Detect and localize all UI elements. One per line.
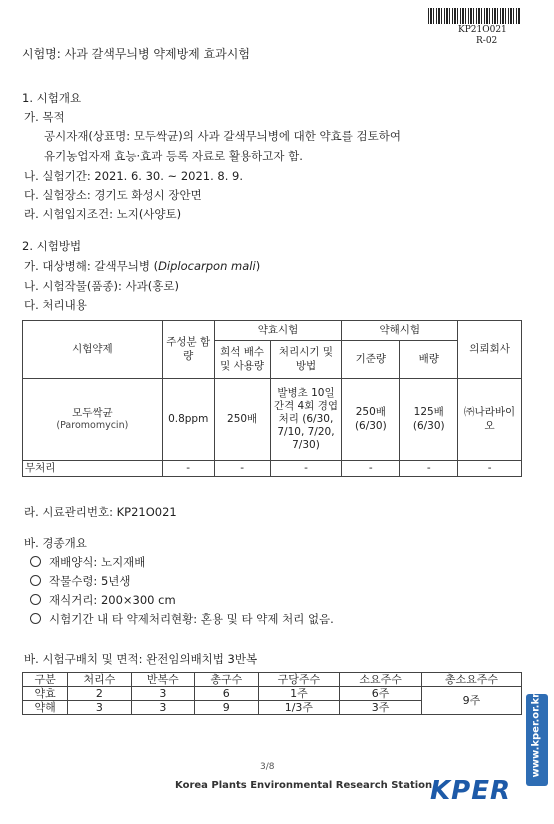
th-timing: 처리시기 및 방법 [270, 341, 342, 379]
th-dilution: 희석 배수 및 사용량 [214, 341, 270, 379]
bullet-circle-icon [30, 556, 41, 567]
cell: 약효 [23, 687, 68, 701]
bullet-circle-icon [30, 613, 41, 624]
kper-logo: KPER [430, 776, 511, 806]
th-per-plot: 구당주수 [258, 673, 340, 687]
barcode [428, 8, 520, 24]
cell-dash: - [342, 461, 400, 477]
cell: 6주 [340, 687, 422, 701]
bullet-circle-icon [30, 594, 41, 605]
treatment-table [22, 320, 522, 477]
cultivation-item: 시험기간 내 타 약제처리현황: 혼용 및 타 약제 처리 없음. [30, 611, 334, 627]
cell-main: 0.8ppm [162, 379, 214, 461]
cell: 3 [131, 687, 194, 701]
cell-dash: - [400, 461, 458, 477]
purpose-line1: 공시자재(상표명: 모두싹균)의 사과 갈색무늬병에 대한 약효를 검토하여 [44, 129, 401, 143]
layout-table [22, 672, 522, 715]
cell: 3 [68, 701, 131, 715]
th-plots: 총구수 [195, 673, 258, 687]
cell-dash: - [214, 461, 270, 477]
section2-heading: 2. 시험방법 [22, 239, 82, 253]
bullet-circle-icon [30, 575, 41, 586]
cell-dash: - [162, 461, 214, 477]
th-rep: 반복수 [131, 673, 194, 687]
cultivation-item: 재식거리: 200×300 cm [30, 592, 176, 608]
cell-client: ㈜나라바이오 [458, 379, 522, 461]
table-row [23, 461, 522, 477]
cell-agent: 모두싹균 (Paromomycin) [23, 379, 163, 461]
page-number: 3/8 [260, 762, 275, 772]
th-div: 구분 [23, 673, 68, 687]
treatment-label: 다. 처리내용 [24, 298, 87, 312]
cultivation-heading: 바. 경종개요 [24, 536, 87, 550]
purpose-label: 가. 목적 [24, 110, 65, 124]
th-client: 의뢰회사 [458, 321, 522, 379]
sample-number: 라. 시료관리번호: KP21O021 [24, 505, 177, 519]
org-name: Korea Plants Environmental Research Station [175, 780, 433, 791]
table-row [23, 379, 522, 461]
layout-heading: 바. 시험구배치 및 면적: 완전임의배치법 3반복 [24, 652, 258, 666]
cell: 3주 [340, 701, 422, 715]
table-row [23, 673, 522, 687]
cell: 2 [68, 687, 131, 701]
cell-standard: 250배 (6/30) [342, 379, 400, 461]
doc-title: 시험명: 사과 갈색무늬병 약제방제 효과시험 [22, 47, 250, 61]
th-double: 배량 [400, 341, 458, 379]
cell-dilution: 250배 [214, 379, 270, 461]
doc-revision: R-02 [476, 36, 498, 46]
cultivation-item: 재배양식: 노지재배 [30, 554, 145, 570]
section1-heading: 1. 시험개요 [22, 91, 82, 105]
th-efficacy: 약효시험 [214, 321, 342, 341]
doc-code: KP21O021 [458, 25, 507, 35]
cell: 6 [195, 687, 258, 701]
cell-double: 125배 (6/30) [400, 379, 458, 461]
th-total: 총소요주수 [421, 673, 521, 687]
test-period: 나. 실험기간: 2021. 6. 30. ~ 2021. 8. 9. [24, 169, 244, 183]
cell: 약해 [23, 701, 68, 715]
cell: 1/3주 [258, 701, 340, 715]
th-agent: 시험약제 [23, 321, 163, 379]
test-condition: 라. 시험입지조건: 노지(사양토) [24, 207, 182, 221]
cell: 9 [195, 701, 258, 715]
cell-agent: 무처리 [23, 461, 163, 477]
purpose-line2: 유기농업자재 효능·효과 등록 자료로 활용하고자 함. [44, 149, 303, 163]
th-treat: 처리수 [68, 673, 131, 687]
site-url: www.kper.or.kr [530, 692, 542, 778]
th-standard: 기준량 [342, 341, 400, 379]
th-main: 주성분 함량 [162, 321, 214, 379]
cell-timing: 발병초 10일간격 4회 경엽처리 (6/30, 7/10, 7/20, 7/30) [270, 379, 342, 461]
cultivation-item: 작물수령: 5년생 [30, 573, 131, 589]
test-crop: 나. 시험작물(품종): 사과(홍로) [24, 279, 179, 293]
cell: 3 [131, 701, 194, 715]
test-place: 다. 실험장소: 경기도 화성시 장안면 [24, 188, 202, 202]
cell-dash: - [270, 461, 342, 477]
cell-total: 9주 [421, 687, 521, 715]
cell: 1주 [258, 687, 340, 701]
table-row [23, 687, 522, 701]
th-phyto: 약해시험 [342, 321, 458, 341]
site-banner [526, 694, 548, 786]
th-req: 소요주수 [340, 673, 422, 687]
cell-dash: - [458, 461, 522, 477]
target-disease: 가. 대상병해: 갈색무늬병 (Diplocarpon mali) [24, 259, 261, 273]
